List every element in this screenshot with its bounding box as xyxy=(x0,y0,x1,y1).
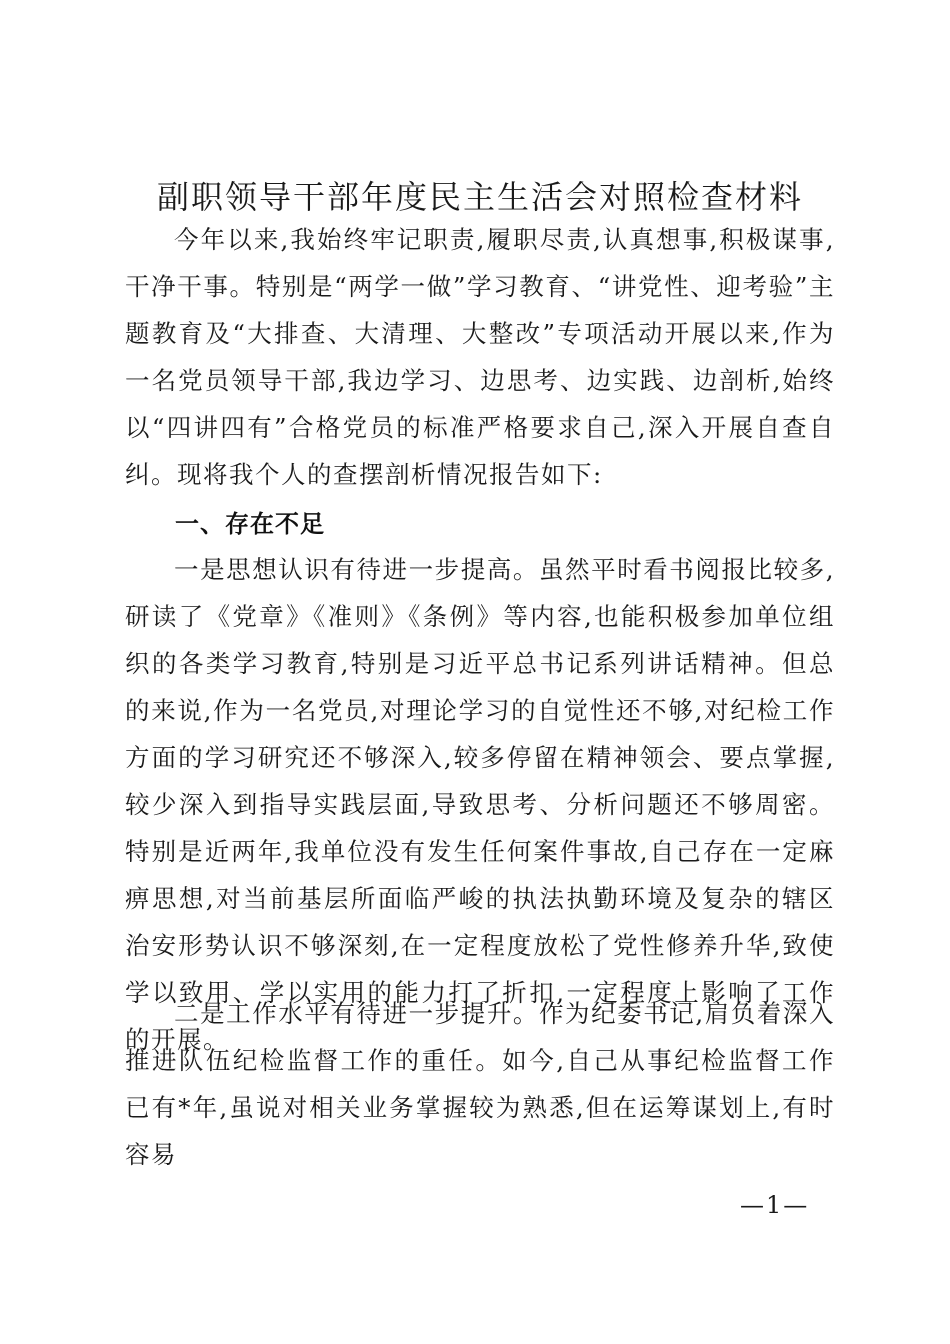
document-title: 副职领导干部年度民主生活会对照检查材料 xyxy=(156,178,803,216)
section-heading: 一、存在不足 xyxy=(175,510,325,538)
intro-paragraph: 今年以来,我始终牢记职责,履职尽责,认真想事,积极谋事,干净干事。特别是“两学一做”学习教育、“讲党性、迎考验”主题教育及“大排查、大清理、大整改”专项活动开展以来,作为一名党员领导干部,我边学习、边思考、边实践、边剖析,始终以“四讲四有”合格党员的标准严格要求自己,深入开展自查自纠。现将我个人的查摆剖析情况报告如下: xyxy=(125,225,835,489)
point-two-paragraph: 二是工作水平有待进一步提升。作为纪委书记,肩负着深入推进队伍纪检监督工作的重任。如今,自己从事纪检监督工作已有*年,虽说对相关业务掌握较为熟悉,但在运筹谋划上,有时容易 xyxy=(125,999,835,1169)
point-one-paragraph: 一是思想认识有待进一步提高。虽然平时看书阅报比较多,研读了《党章》《准则》《条例》等内容,也能积极参加单位组织的各类学习教育,特别是习近平总书记系列讲话精神。但总的来说,作为一名党员,对理论学习的自觉性还不够,对纪检工作方面的学习研究还不够深入,较多停留在精神领会、要点掌握,较少深入到指导实践层面,导致思考、分析问题还不够周密。特别是近两年,我单位没有发生任何案件事故,自己存在一定麻痹思想,对当前基层所面临严峻的执法执勤环境及复杂的辖区治安形势认识不够深刻,在一定程度放松了党性修养升华,致使学以致用、学以实用的能力打了折扣,一定程度上影响了工作的开展。 xyxy=(125,555,835,1054)
page-number: —1— xyxy=(740,1191,810,1219)
